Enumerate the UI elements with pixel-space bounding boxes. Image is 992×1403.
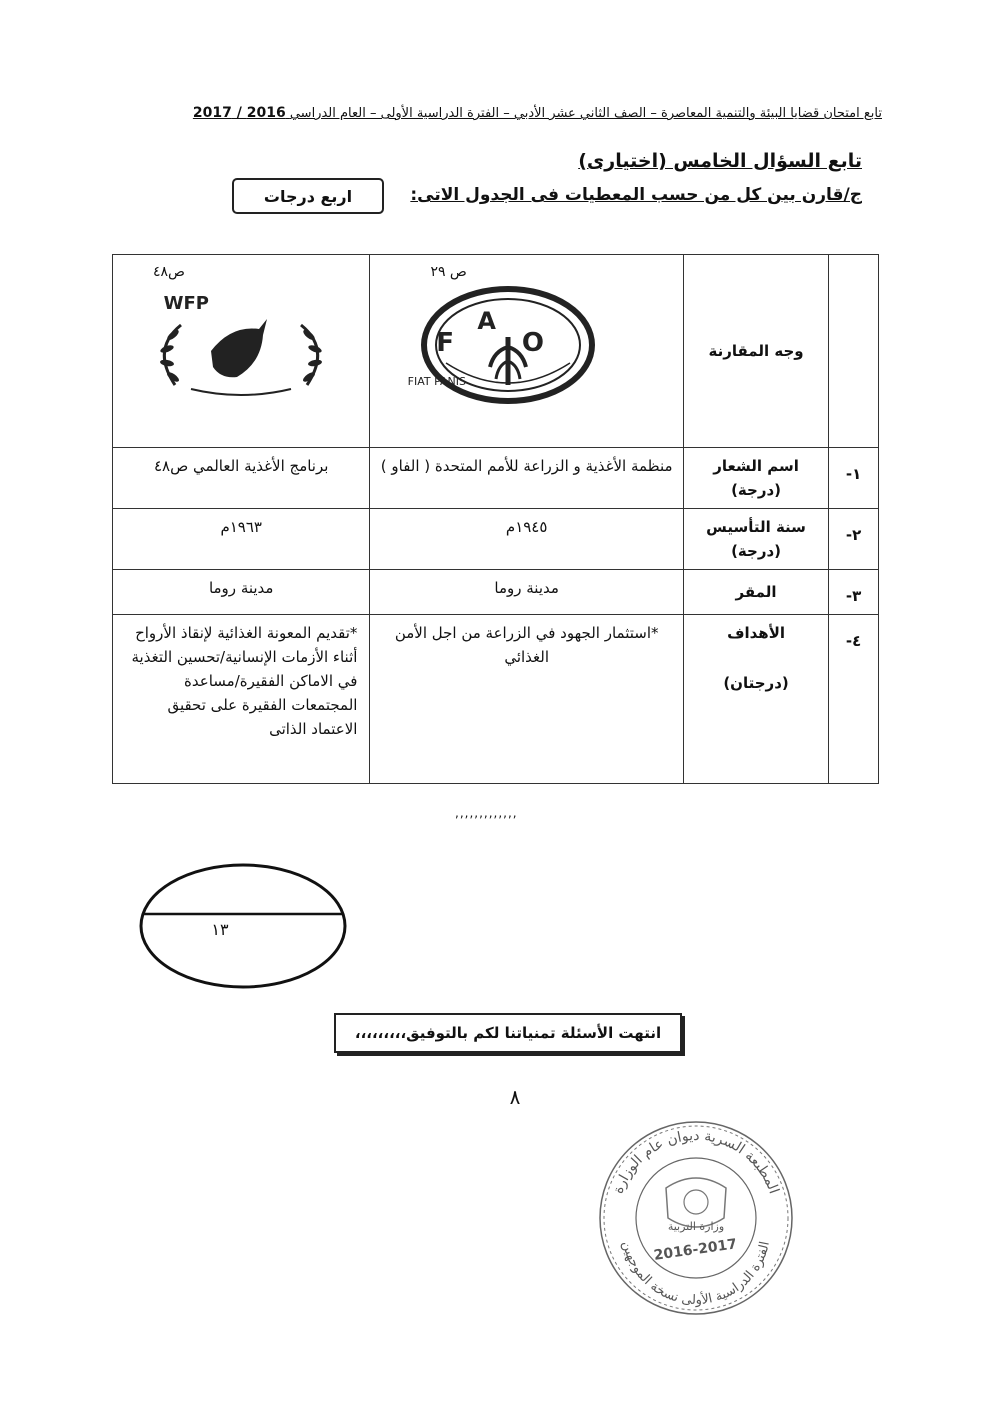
exam-year: 2016 / 2017 (192, 105, 286, 121)
row-fao-cell: *استثمار الجهود في الزراعة من اجل الأمن الغذائي (370, 615, 683, 784)
exam-header (112, 105, 882, 121)
row-aspect-label: المقر (735, 583, 777, 601)
fao-logo-icon (408, 285, 598, 405)
row-wfp-cell: مدينة روما (113, 570, 370, 615)
table-row (113, 509, 879, 570)
stamp-top-text: المطبعة السرية ديوان عام الوزارة (610, 1127, 782, 1196)
row-aspect (683, 570, 828, 615)
wfp-logo-cell (113, 255, 370, 448)
stamp-center-text: وزارة التربية (667, 1220, 725, 1233)
row-aspect (683, 448, 828, 509)
fao-logo-cell (370, 255, 683, 448)
grade-label: اربع درجات (263, 186, 353, 206)
grade-label-box (232, 178, 384, 214)
exam-header-text: تابع امتحان قضايا البيئة والتنمية المعاصرة – الصف الثاني عشر الأدبي – الفترة الدراسية الأولى – العام الدراسي (289, 106, 882, 121)
wfp-logo-icon (141, 289, 341, 401)
row-fao-cell: مدينة روما (370, 570, 683, 615)
table-row (113, 570, 879, 615)
question-subtitle: ج/قارن بين كل من حسب المعطيات فى الجدول الاتى: (410, 185, 862, 205)
row-wfp-cell: ١٩٦٣م (113, 509, 370, 570)
table-header-row (113, 255, 879, 448)
header-aspect-cell (683, 255, 828, 448)
row-aspect (683, 509, 828, 570)
score-oval (138, 862, 348, 990)
wfp-logo-text: WFP (163, 293, 209, 314)
row-aspect-points: (درجتان) (723, 674, 789, 692)
row-aspect-label: اسم الشعار (713, 457, 799, 475)
row-aspect-points: (درجة) (731, 542, 782, 560)
header-aspect-label: وجه المقارنة (708, 342, 804, 360)
row-fao-cell: منظمة الأغذية و الزراعة للأمم المتحدة ( الفاو ) (370, 448, 683, 509)
row-aspect-label: الأهداف (727, 624, 786, 642)
row-wfp-cell: برنامج الأغذية العالمي ص٤٨ (113, 448, 370, 509)
header-num-cell (829, 255, 879, 448)
svg-text:F: F (436, 328, 455, 358)
ministry-stamp-icon (596, 1118, 796, 1318)
svg-text:A: A (477, 307, 497, 335)
separator-dots: ,,,,,,,,,,,,, (455, 806, 518, 820)
fao-page-ref: ص ٢٩ (430, 264, 467, 280)
table-row (113, 448, 879, 509)
row-fao-cell: ١٩٤٥م (370, 509, 683, 570)
score-value: ١٣ (211, 920, 229, 939)
row-num: ٤- (829, 615, 879, 784)
wfp-page-ref: ص٤٨ (153, 264, 185, 280)
row-aspect-points: (درجة) (731, 481, 782, 499)
stamp-years: 2016-2017 (652, 1236, 739, 1264)
question-title: تابع السؤال الخامس (اختيارى) (578, 150, 862, 172)
row-num: ٣- (829, 570, 879, 615)
row-aspect-label: سنة التأسيس (706, 518, 806, 536)
row-num: ١- (829, 448, 879, 509)
stamp-bottom-text: الفترة الدراسية الأولى نسخة الموجهين (618, 1239, 773, 1309)
table-row (113, 615, 879, 784)
row-wfp-cell: *تقديم المعونة الغذائية لإنقاذ الأرواح أثناء الأزمات الإنسانية/تحسين التغذية في الاماكن الفقيرة/مساعدة المجتمعات الفقيرة على تحقيق الاعتماد الذاتى (113, 615, 370, 784)
closing-message-box (334, 1013, 682, 1053)
fao-motto: FIAT PANIS (408, 375, 467, 388)
page-number: ٨ (509, 1085, 521, 1109)
svg-text:O: O (522, 328, 545, 358)
row-aspect (683, 615, 828, 784)
closing-message: انتهت الأسئلة تمنياتنا لكم بالتوفيق،،،،،،،،، (354, 1024, 662, 1042)
comparison-table (112, 254, 879, 784)
row-num: ٢- (829, 509, 879, 570)
